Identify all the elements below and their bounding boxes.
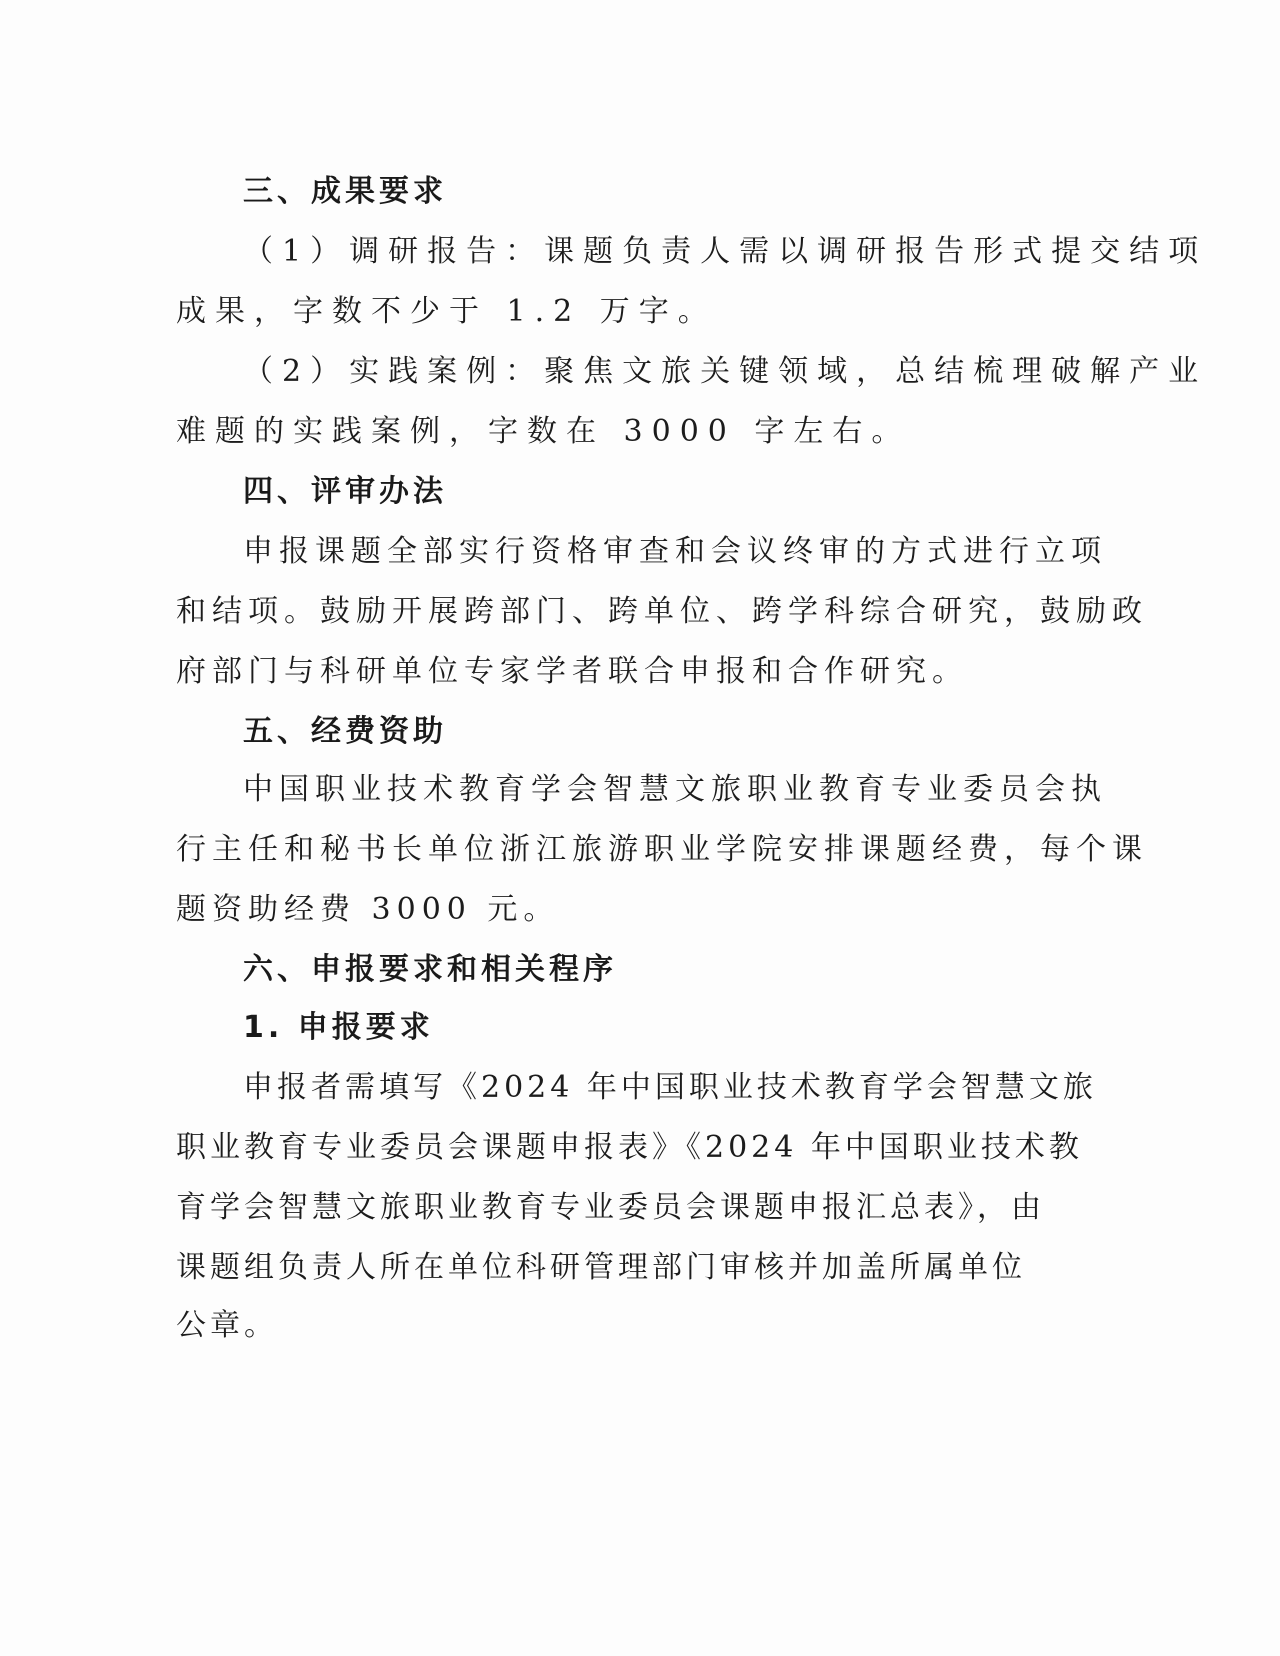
paragraph-line: 职业教育专业委员会课题申报表》《2024 年中国职业技术教: [176, 1130, 1083, 1165]
section-heading-3: 三、成果要求: [243, 174, 447, 209]
paragraph-line: 难题的实践案例，字数在 3000 字左右。: [176, 414, 911, 449]
paragraph-line: 府部门与科研单位专家学者联合申报和合作研究。: [176, 654, 968, 689]
paragraph-line: 申报者需填写《2024 年中国职业技术教育学会智慧文旅: [243, 1070, 1097, 1105]
paragraph-line: 中国职业技术教育学会智慧文旅职业教育专业委员会执: [243, 772, 1107, 807]
subsection-heading: 1. 申报要求: [243, 1010, 434, 1045]
paragraph-line: （2）实践案例：聚焦文旅关键领域，总结梳理破解产业: [243, 354, 1208, 389]
paragraph-line: 题资助经费 3000 元。: [176, 892, 560, 927]
paragraph-line: （1）调研报告：课题负责人需以调研报告形式提交结项: [243, 234, 1208, 269]
section-heading-5: 五、经费资助: [243, 714, 447, 749]
paragraph-line: 行主任和秘书长单位浙江旅游职业学院安排课题经费，每个课: [176, 832, 1148, 867]
section-heading-4: 四、评审办法: [243, 474, 447, 509]
paragraph-line: 公章。: [176, 1308, 278, 1343]
section-heading-6: 六、申报要求和相关程序: [243, 952, 617, 987]
paragraph-line: 申报课题全部实行资格审查和会议终审的方式进行立项: [243, 534, 1107, 569]
paragraph-line: 育学会智慧文旅职业教育专业委员会课题申报汇总表》，由: [176, 1190, 1045, 1225]
paragraph-line: 成果，字数不少于 1.2 万字。: [176, 294, 717, 329]
paragraph-line: 和结项。鼓励开展跨部门、跨单位、跨学科综合研究，鼓励政: [176, 594, 1148, 629]
paragraph-line: 课题组负责人所在单位科研管理部门审核并加盖所属单位: [176, 1250, 1026, 1285]
